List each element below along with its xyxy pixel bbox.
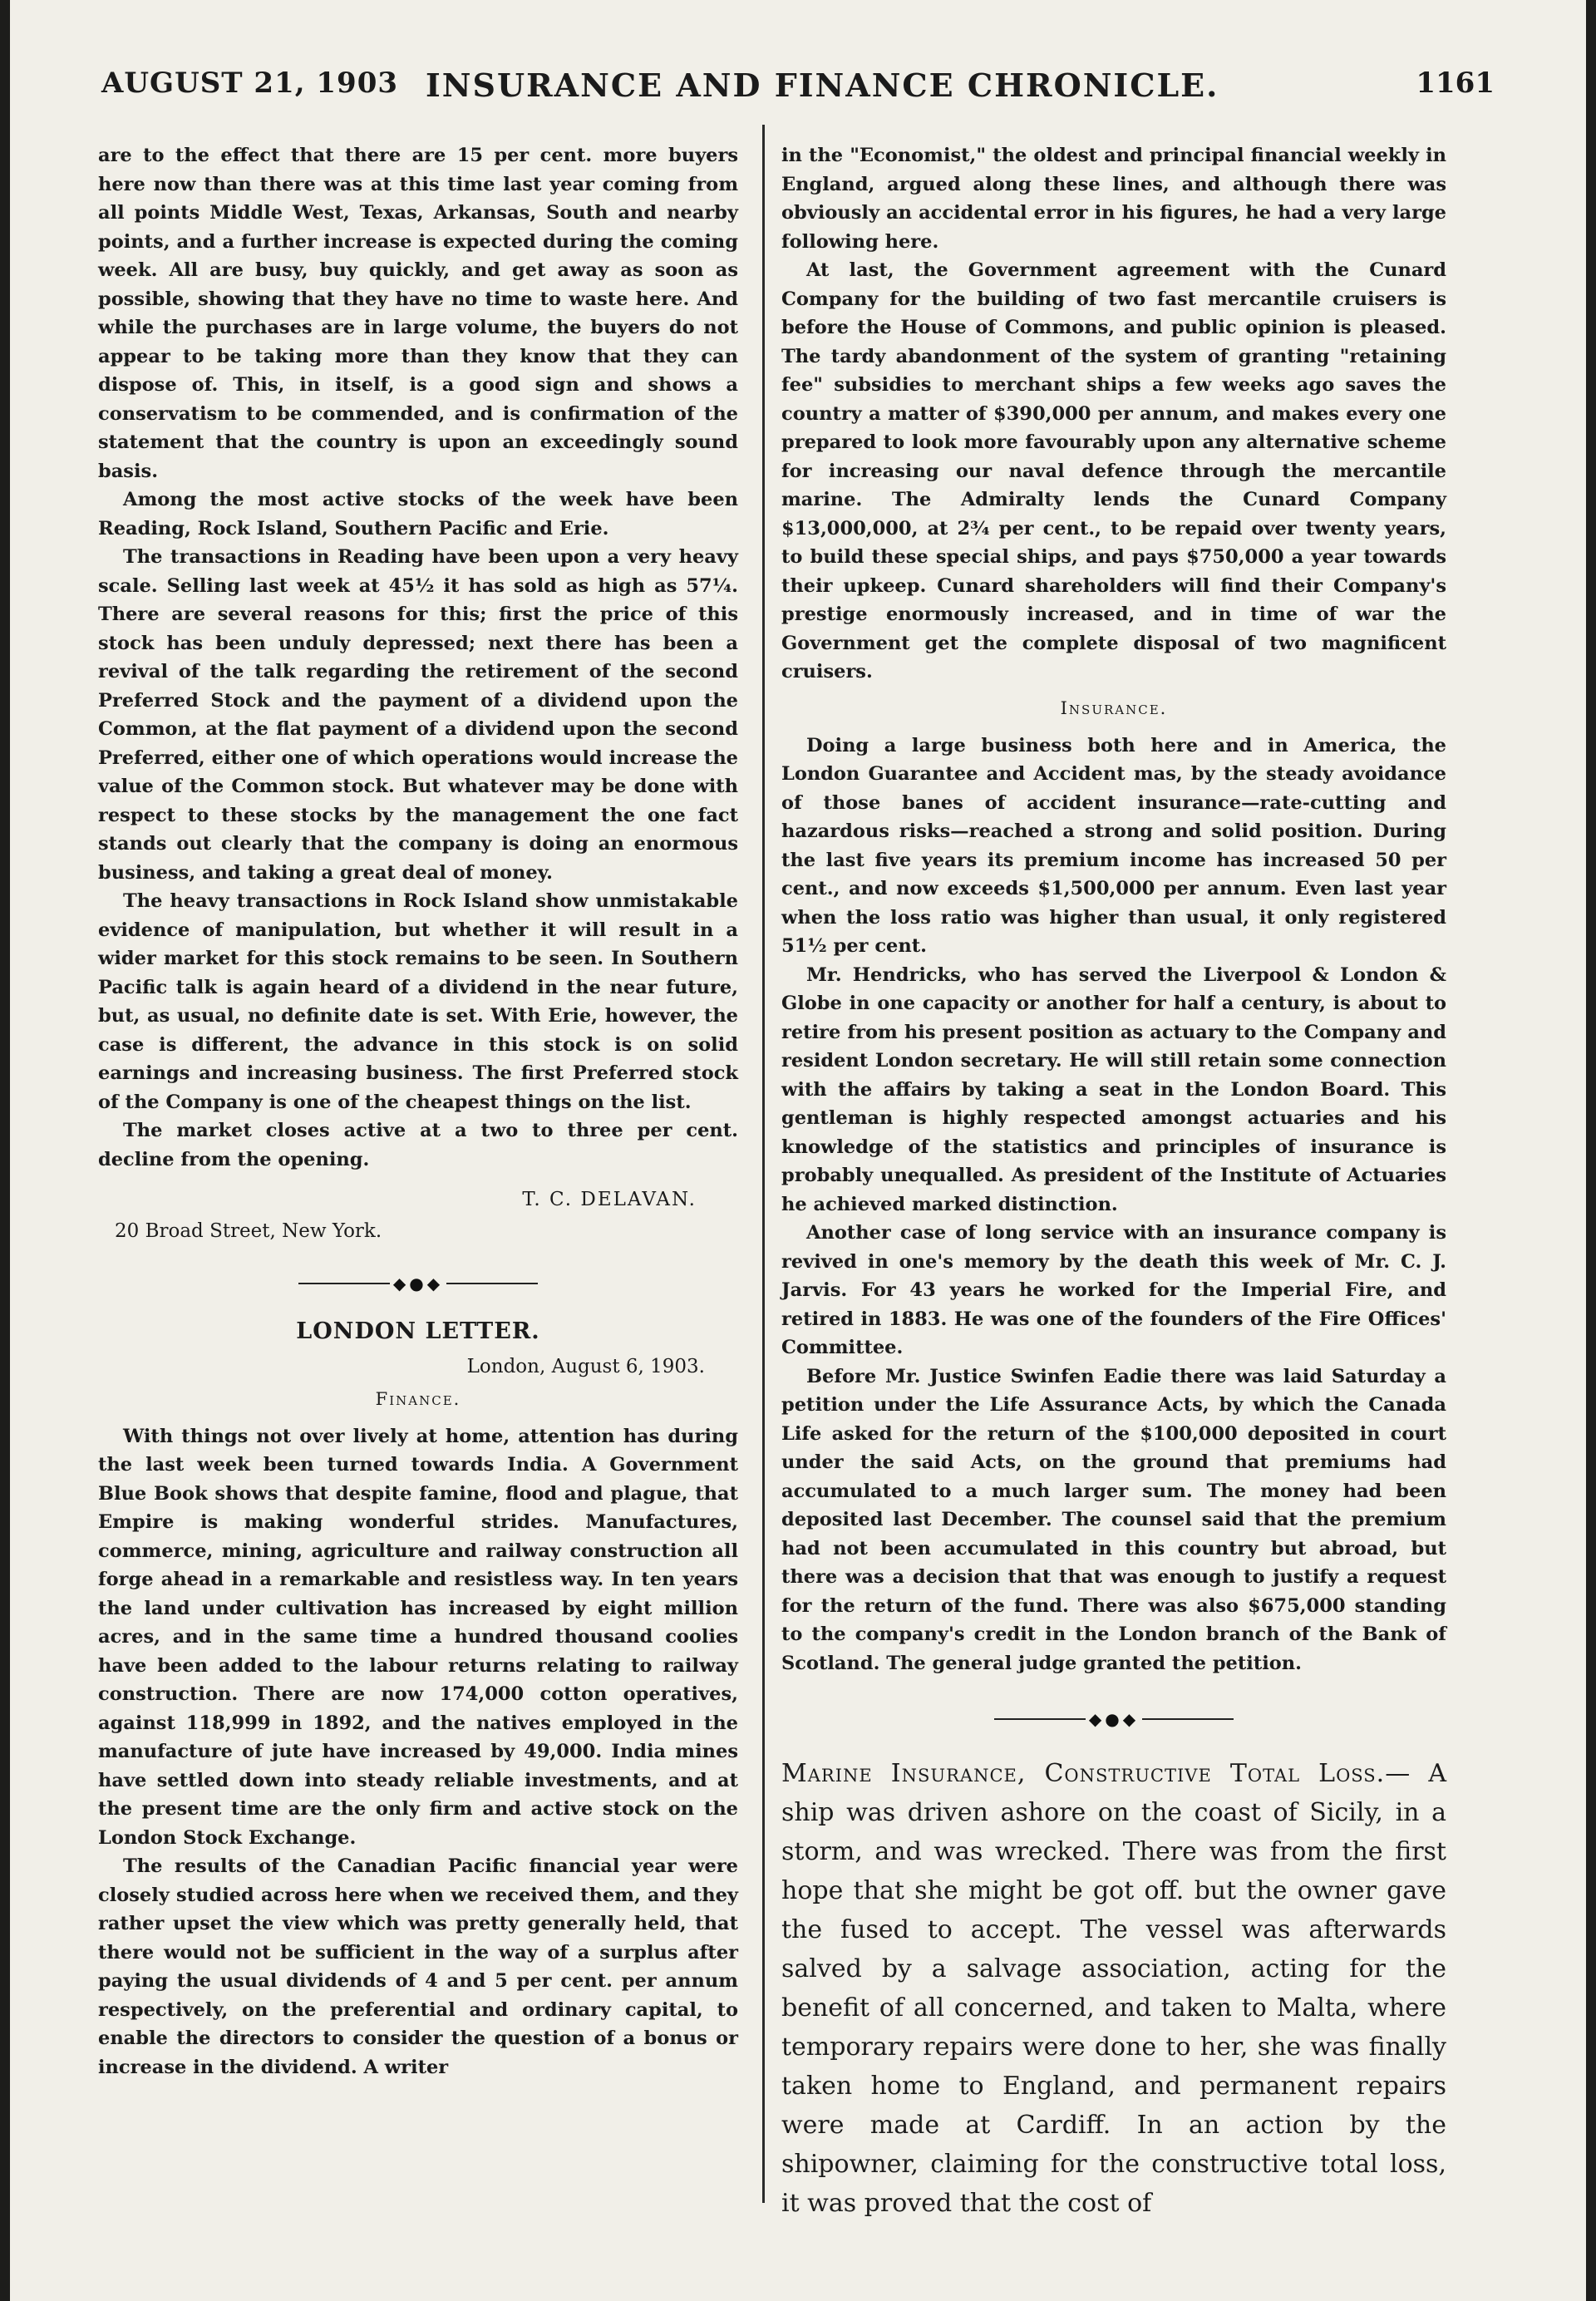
paragraph: Before Mr. Justice Swinfen Eadie there was laid Saturday a petition under the Life Assurance Acts, by which the Canada Life asked for the return of the $100,000 deposited in court under the said Acts, on the ground that premiums had accumulated to a much larger sum. The money had been deposited last December. The counsel said that the premium had not been accumulated in this country but abroad, but there was a decision that that was enough to justify a request for the return of the fund. There was also $675,000 standing to the company's credit in the London branch of the Bank of Scotland. The general judge granted the petition. xyxy=(781,1365,1446,1674)
newspaper-page xyxy=(10,0,1586,2301)
page-number: 1161 xyxy=(1416,67,1495,100)
left-column xyxy=(98,141,738,2082)
finance-subhead: Finance. xyxy=(375,1388,461,1409)
paragraph: The results of the Canadian Pacific financial year were closely studied across here when we received them, and they rather upset the view which was pretty generally held, that there would not be sufficient in the way of a surplus after paying the usual dividends of 4 and 5 per cent. per annum respectively, on the preferential and ordinary capital, to enable the directors to consider the question of a bonus or increase in the dividend. A writer xyxy=(98,1855,738,2078)
paragraph: are to the effect that there are 15 per cent. more buyers here now than there was at this time last year coming from all points Middle West, Texas, Arkansas, South and nearby points, and a further increase is expected during the coming week. All are busy, buy quickly, and get away as soon as possible, showing that they have no time to waste here. And while the purchases are in large volume, the buyers do not appear to be taking more than they know that they can dispose of. This, in itself, is a good sign and shows a conservatism to be commended, and is confirmation of the statement that the country is upon an exceedingly sound basis. xyxy=(98,145,738,482)
paragraph: in the "Economist," the oldest and principal financial weekly in England, argued along these lines, and although there was obviously an accidental error in his figures, he had a very large following here. xyxy=(781,145,1446,253)
paragraph: Mr. Hendricks, who has served the Liverpool & London & Globe in one capacity or another for half a century, is about to retire from his present position as actuary to the Company and resident London secretary. He will still retain some connection with the affairs by taking a seat in the London Board. This gentleman is highly respected amongst actuaries and his knowledge of the statistics and principles of insurance is probably unequalled. As president of the Institute of Actuaries he achieved marked distinction. xyxy=(781,963,1446,1215)
issue-date: AUGUST 21, 1903 xyxy=(101,67,399,100)
paragraph: The transactions in Reading have been upon a very heavy scale. Selling last week at 45½ it has sold as high as 57¼. There are several reasons for this; first the price of this stock has been unduly depressed; next there has been a revival of the talk regarding the retirement of the second Preferred Stock and the payment of a dividend upon the Common, at the flat payment of a dividend upon the second Preferred, either one of which operations would increase the value of the Common stock. But whatever may be done with respect to these stocks by the management the one fact stands out clearly that the company is doing an enormous business, and taking a great deal of money. xyxy=(98,546,738,884)
marine-article-body xyxy=(781,1754,1446,2223)
paragraph: At last, the Government agreement with the Cunard Company for the building of two fast mercantile cruisers is before the House of Commons, and public opinion is pleased. The tardy abandonment of the system of granting "retaining fee" subsidies to merchant ships a few weeks ago saves the country a matter of $390,000 per annum, and makes every one prepared to look more favourably upon any alternative scheme for increasing our naval defence through the mercantile marine. The Admiralty lends the Cunard Company $13,000,000, at 2¾ per cent., to be repaid over twenty years, to build these special ships, and pays $750,000 a year towards their upkeep. Cunard shareholders will find their Company's prestige enormously increased, and in time of war the Government get the complete disposal of two magnificent cruisers. xyxy=(781,259,1446,682)
london-letter-title: LONDON LETTER. xyxy=(296,1318,540,1344)
column-divider xyxy=(762,125,765,2203)
paragraph: The heavy transactions in Rock Island show unmistakable evidence of manipulation, but whether it will result in a wider market for this stock remains to be seen. In Southern Pacific talk is again heard of a dividend in the near future, but, as usual, no definite date is set. With Erie, however, the case is different, the advance in this stock is on solid earnings and increasing business. The first Preferred stock of the Company is one of the cheapest things on the list. xyxy=(98,890,738,1113)
publication-title: INSURANCE AND FINANCE CHRONICLE. xyxy=(426,67,1219,104)
paragraph: With things not over lively at home, attention has during the last week been turned towards India. A Government Blue Book shows that despite famine, flood and plague, that Empire is making wonderful strides. Manufactures, commerce, mining, agriculture and railway construction all forge ahead in a remarkable and resistless way. In ten years the land under cultivation has increased by eight million acres, and in the same time a hundred thousand coolies have been added to the labour returns relating to railway construction. There are now 174,000 cotton operatives, against 118,999 in 1892, and the natives employed in the manufacture of jute have increased by 49,000. India mines have settled down into steady reliable investments, and at the present time are the only firm and active stock on the London Stock Exchange. xyxy=(98,1425,738,1849)
author-signature: T. C. DELAVAN. xyxy=(522,1189,697,1210)
right-column xyxy=(781,141,1446,2223)
section-ornament: ◆●◆ xyxy=(98,1272,738,1293)
paragraph: The market closes active at a two to three per cent. decline from the opening. xyxy=(98,1120,738,1170)
section-ornament: ◆●◆ xyxy=(781,1707,1446,1729)
author-address: 20 Broad Street, New York. xyxy=(115,1220,382,1242)
marine-insurance-article xyxy=(781,1754,1446,2223)
paragraph: Among the most active stocks of the week have been Reading, Rock Island, Southern Pacific and Erie. xyxy=(98,489,738,540)
paragraph: Another case of long service with an insurance company is revived in one's memory by the death this week of Mr. C. J. Jarvis. For 43 years he worked for the Imperial Fire, and retired in 1883. He was one of the founders of the Fire Offices' Committee. xyxy=(781,1222,1446,1358)
insurance-subhead: Insurance. xyxy=(1060,697,1168,718)
marine-article-heading: Marine Insurance, Constructive Total Loss.— xyxy=(781,1758,1411,1788)
paragraph: Doing a large business both here and in America, the London Guarantee and Accident mas, by the steady avoidance of those banes of accident insurance—rate-cutting and hazardous risks—reached a strong and solid position. During the last five years its premium income has increased 50 per cent., and now exceeds $1,500,000 per annum. Even last year when the loss ratio was higher than usual, it only registered 51½ per cent. xyxy=(781,734,1446,957)
london-letter-dateline: London, August 6, 1903. xyxy=(466,1355,705,1377)
page-header xyxy=(10,67,1586,116)
marine-article-text: A ship was driven ashore on the coast of Sicily, in a storm, and was wrecked. There was from the first hope that she might be got off. but the owner gave the fused to accept. The vessel was afterwards salved by a salvage association, acting for the benefit of all concerned, and taken to Malta, where temporary repairs were done to her, she was finally taken home to England, and permanent repairs were made at Cardiff. In an action by the shipowner, claiming for the constructive total loss, it was proved that the cost of xyxy=(781,1758,1446,2218)
